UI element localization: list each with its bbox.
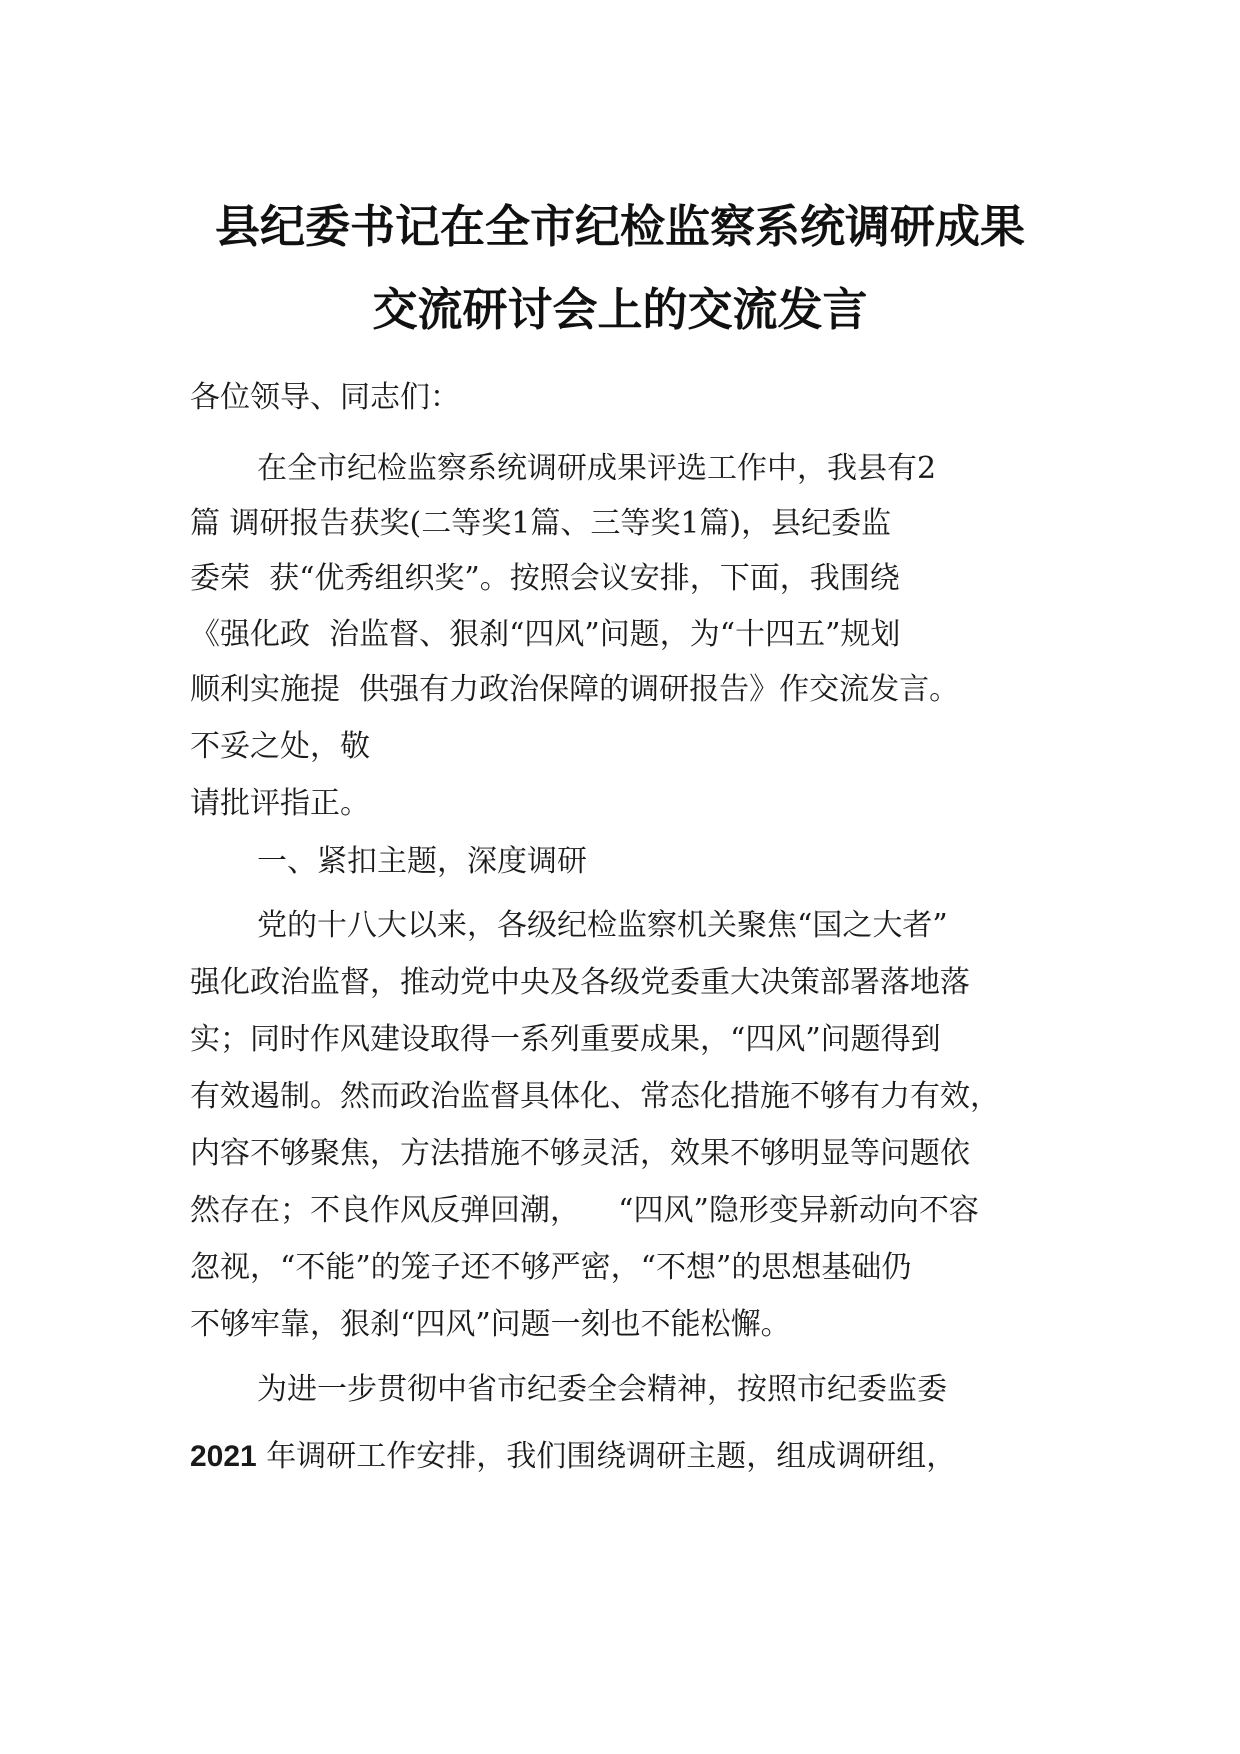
body-line: 不妥之处，敬: [190, 729, 370, 764]
document-title-line-2: 交流研讨会上的交流发言: [372, 283, 868, 336]
body-line: 强化政治监督，推动党中央及各级党委重大决策部署落地落: [190, 965, 970, 1000]
body-line: 忽视，“不能”的笼子还不够严密，“不想”的思想基础仍: [190, 1250, 912, 1285]
section-heading: 一、紧扣主题，深度调研: [257, 844, 587, 879]
body-line: 委荣 获“优秀组织奖”。按照会议安排，下面，我围绕: [190, 561, 900, 596]
body-line: 顺利实施提 供强有力政治保障的调研报告》作交流发言。: [190, 672, 960, 707]
body-line: 内容不够聚焦，方法措施不够灵活，效果不够明显等问题依: [190, 1136, 970, 1171]
salutation: 各位领导、同志们：: [190, 380, 460, 415]
body-line-last: [190, 1437, 956, 1477]
body-line-last-text: 年调研工作安排，我们围绕调研主题，组成调研组，: [256, 1439, 957, 1474]
body-line: 党的十八大以来，各级纪检监察机关聚焦“国之大者”: [257, 908, 948, 943]
body-line: 为进一步贯彻中省市纪委全会精神，按照市纪委监委: [257, 1372, 947, 1407]
document-title-line-1: 县纪委书记在全市纪检监察系统调研成果: [214, 200, 1025, 253]
body-line: 《强化政 治监督、狠刹“四风”问题，为“十四五”规划: [190, 617, 901, 652]
body-line: 请批评指正。: [190, 786, 370, 821]
year-number: 2021: [190, 1440, 257, 1473]
body-line: 有效遏制。然而政治监督具体化、常态化措施不够有力有效，: [190, 1079, 1000, 1114]
body-line: 在全市纪检监察系统调研成果评选工作中，我县有2: [257, 451, 937, 486]
body-line: 实；同时作风建设取得一系列重要成果，“四风”问题得到: [190, 1022, 941, 1057]
body-line: 然存在；不良作风反弹回潮， “四风”隐形变异新动向不容: [190, 1193, 979, 1228]
body-line: 不够牢靠，狠刹“四风”问题一刻也不能松懈。: [190, 1307, 791, 1342]
body-line: 篇 调研报告获奖(二等奖1篇、三等奖1篇)，县纪委监: [190, 506, 892, 541]
